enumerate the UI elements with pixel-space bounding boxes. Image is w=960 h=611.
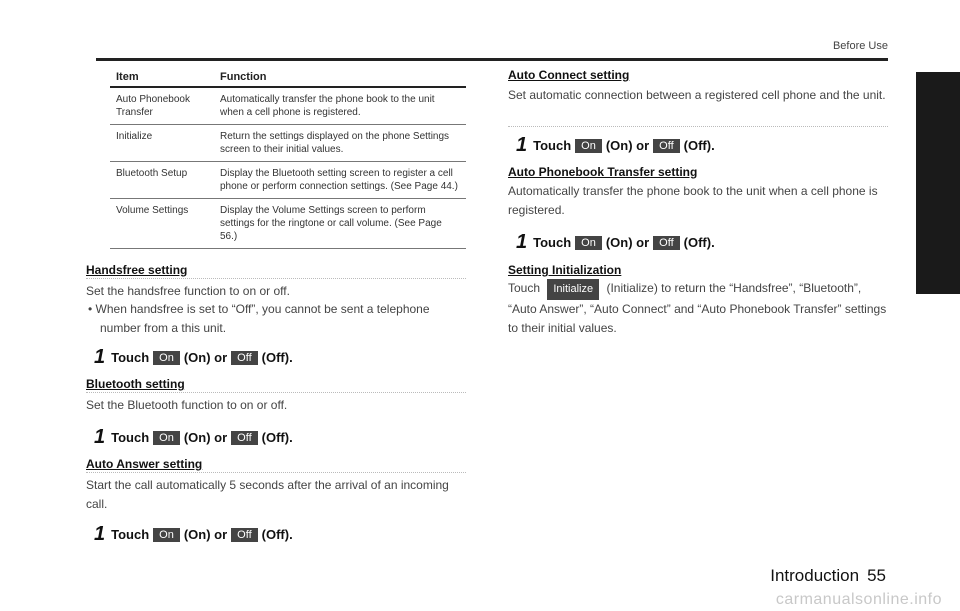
bluetooth-step xyxy=(94,426,293,449)
header-item: Item xyxy=(116,71,139,83)
chapter-tab xyxy=(916,72,960,294)
row-function: Display the Bluetooth setting screen to register a cell phone or perform connection settings. (See Page 44.) xyxy=(220,168,458,192)
autoconnect-heading: Auto Connect setting xyxy=(508,68,630,82)
init-touch: Touch xyxy=(508,281,541,295)
autophonebook-text: Automatically transfer the phone book to the unit when a cell phone is registered. xyxy=(508,184,878,217)
step-touch: Touch xyxy=(111,527,150,542)
off-button[interactable]: Off xyxy=(653,139,679,153)
on-button[interactable]: On xyxy=(153,351,180,365)
autophonebook-heading: Auto Phonebook Transfer setting xyxy=(508,165,698,179)
off-button[interactable]: Off xyxy=(653,236,679,250)
row-function: Return the settings displayed on the phone Settings screen to their initial values. xyxy=(220,131,450,155)
step-on-text: (On) or xyxy=(605,235,650,250)
settings-table xyxy=(110,68,466,249)
divider xyxy=(508,126,888,127)
step-off-text: (Off). xyxy=(683,235,715,250)
table-row xyxy=(110,125,466,162)
table-header xyxy=(110,68,466,88)
step-on-text: (On) or xyxy=(183,430,228,445)
initialization-text xyxy=(508,279,888,338)
off-button[interactable]: Off xyxy=(231,351,257,365)
step-off-text: (Off). xyxy=(261,527,293,542)
watermark: carmanualsonline.info xyxy=(775,591,942,608)
footer-section: Introduction xyxy=(770,566,860,585)
handsfree-text: Set the handsfree function to on or off. xyxy=(86,284,290,298)
row-item: Bluetooth Setup xyxy=(116,168,188,179)
autoanswer-heading: Auto Answer setting xyxy=(86,457,203,471)
initialization-heading: Setting Initialization xyxy=(508,263,622,277)
row-function: Automatically transfer the phone book to the unit when a cell phone is registered. xyxy=(220,94,435,118)
step-off-text: (Off). xyxy=(683,138,715,153)
row-function: Display the Volume Settings screen to perform settings for the ringtone or call volume. (See Page 56.) xyxy=(220,205,442,242)
handsfree-heading: Handsfree setting xyxy=(86,263,188,277)
on-button[interactable]: On xyxy=(575,139,602,153)
step-off-text: (Off). xyxy=(261,350,293,365)
divider xyxy=(86,392,466,393)
on-button[interactable]: On xyxy=(575,236,602,250)
off-button[interactable]: Off xyxy=(231,528,257,542)
divider xyxy=(86,278,466,279)
step-number: 1 xyxy=(516,231,528,253)
initialize-button[interactable]: Initialize xyxy=(547,279,599,300)
page-number: 55 xyxy=(867,566,886,585)
row-item: Initialize xyxy=(116,131,153,142)
autophonebook-step xyxy=(516,231,715,254)
handsfree-note: • When handsfree is set to “Off”, you cannot be sent a telephone number from a this unit. xyxy=(88,302,430,335)
table-row xyxy=(110,199,466,249)
page-footer xyxy=(770,566,886,586)
step-number: 1 xyxy=(94,346,106,368)
autoanswer-text: Start the call automatically 5 seconds after the arrival of an incoming call. xyxy=(86,478,449,511)
section-header: Before Use xyxy=(832,40,888,52)
step-touch: Touch xyxy=(111,430,150,445)
divider xyxy=(86,472,466,473)
autoconnect-text: Set automatic connection between a registered cell phone and the unit. xyxy=(508,88,886,102)
table-row xyxy=(110,162,466,199)
step-touch: Touch xyxy=(111,350,150,365)
table-row xyxy=(110,88,466,125)
off-button[interactable]: Off xyxy=(231,431,257,445)
autoanswer-step xyxy=(94,523,293,546)
header-divider xyxy=(96,58,888,61)
step-on-text: (On) or xyxy=(183,350,228,365)
row-item: Volume Settings xyxy=(116,205,189,216)
step-on-text: (On) or xyxy=(183,527,228,542)
handsfree-step xyxy=(94,346,293,369)
step-touch: Touch xyxy=(533,235,572,250)
row-item: Auto Phonebook Transfer xyxy=(116,94,190,118)
step-off-text: (Off). xyxy=(261,430,293,445)
step-touch: Touch xyxy=(533,138,572,153)
on-button[interactable]: On xyxy=(153,528,180,542)
bluetooth-heading: Bluetooth setting xyxy=(86,377,185,391)
init-description: (Initialize) to return the “Handsfree”, “Bluetooth”, “Auto Answer”, “Auto Connect” and “Auto Phonebook Transfer” settings to their initial values. xyxy=(508,281,887,335)
step-number: 1 xyxy=(94,523,106,545)
step-on-text: (On) or xyxy=(605,138,650,153)
on-button[interactable]: On xyxy=(153,431,180,445)
step-number: 1 xyxy=(516,134,528,156)
header-function: Function xyxy=(220,71,267,83)
step-number: 1 xyxy=(94,426,106,448)
autoconnect-step xyxy=(516,134,715,157)
bluetooth-text: Set the Bluetooth function to on or off. xyxy=(86,398,288,412)
